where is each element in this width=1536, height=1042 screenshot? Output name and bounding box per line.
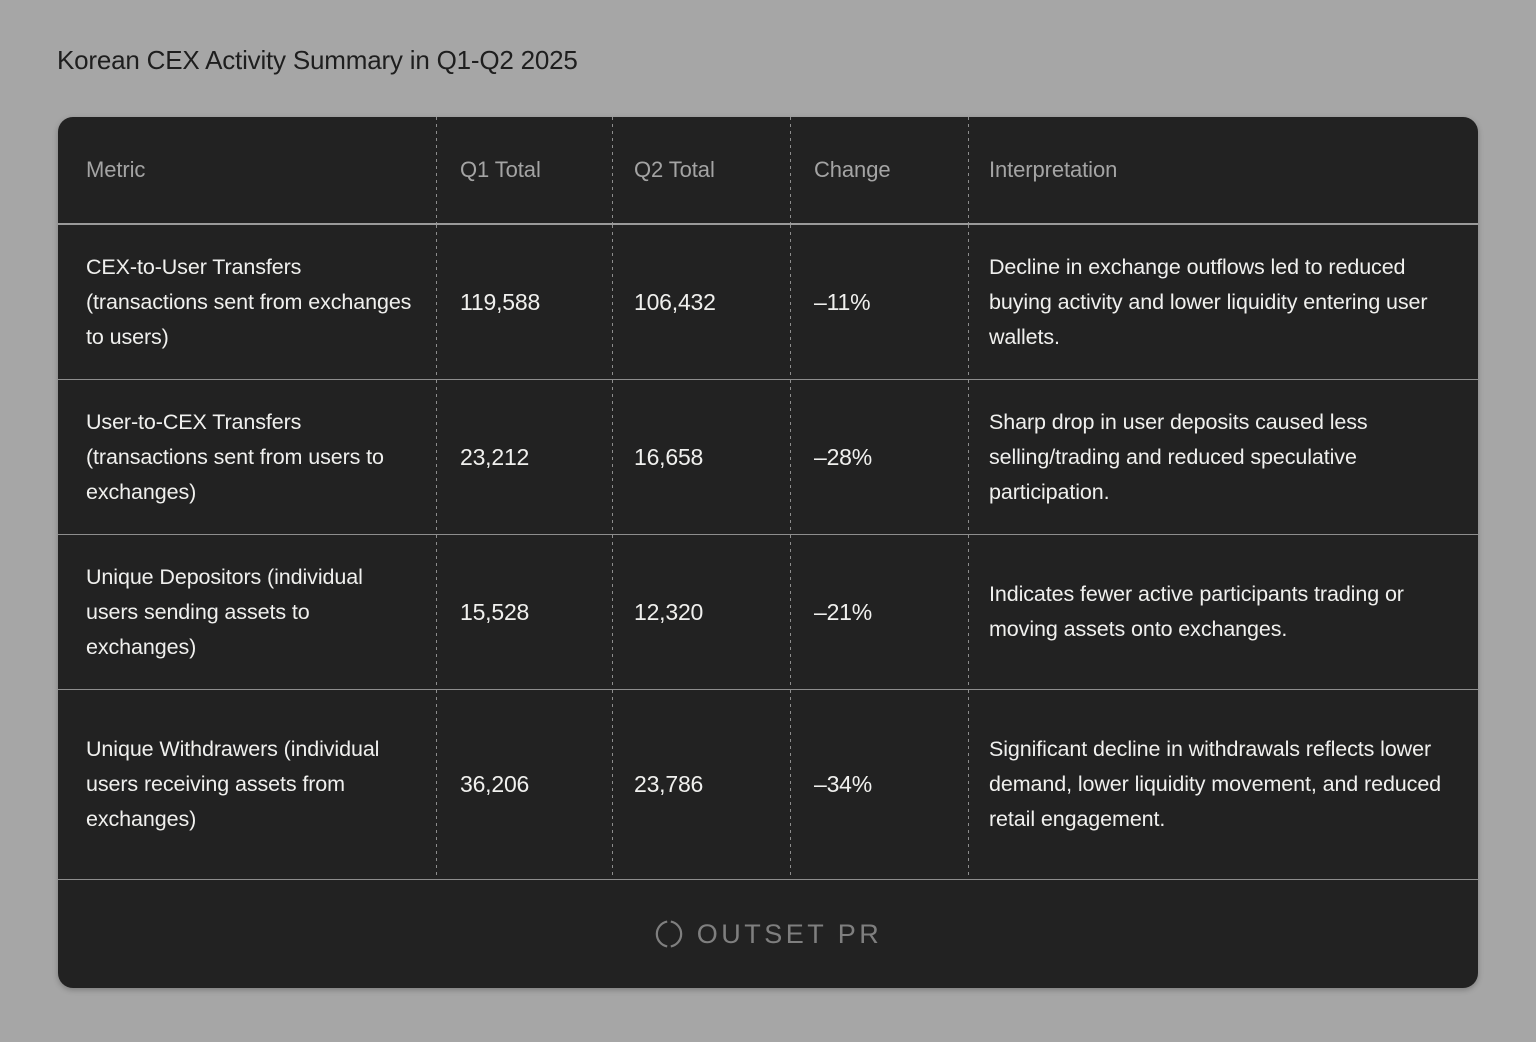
column-header-q1-label: Q1 Total [460, 157, 541, 182]
cell-q1 [436, 690, 612, 879]
table-header-row [58, 117, 1478, 225]
cell-metric-text: Unique Withdrawers (individual users receiving assets from exchanges) [86, 737, 380, 831]
brand-logo [654, 919, 883, 950]
cell-interpretation [968, 535, 1478, 689]
column-header-interpretation [968, 117, 1478, 223]
cell-change [790, 380, 968, 534]
table-row [58, 535, 1478, 690]
cell-metric-text: CEX-to-User Transfers (transactions sent from exchanges to users) [86, 254, 412, 349]
cell-q2-value: 16,658 [634, 443, 704, 470]
cell-q1-value: 36,206 [460, 771, 530, 797]
cell-change [790, 225, 968, 379]
column-header-q2-label: Q2 Total [634, 157, 715, 182]
column-header-q1 [436, 117, 612, 223]
table-row [58, 380, 1478, 535]
cell-q2-value: 12,320 [634, 598, 704, 625]
cell-q1-value: 15,528 [460, 598, 530, 625]
cell-q1 [436, 380, 612, 534]
cell-q1 [436, 535, 612, 689]
column-header-metric [58, 117, 436, 223]
cell-interpretation-text: Sharp drop in user deposits caused less selling/trading and reduced speculative participation. [989, 409, 1368, 504]
cell-change [790, 690, 968, 879]
cell-interpretation [968, 380, 1478, 534]
cell-metric [58, 690, 436, 879]
column-header-change-label: Change [814, 157, 891, 182]
outset-split-circle-icon [654, 919, 684, 949]
cell-change-value: –28% [814, 443, 873, 470]
cell-change-value: –21% [814, 598, 873, 625]
cell-q2-value: 106,432 [634, 288, 716, 315]
page-title: Korean CEX Activity Summary in Q1-Q2 2025 [57, 45, 578, 75]
cell-interpretation-text: Indicates fewer active participants trading or moving assets onto exchanges. [989, 582, 1404, 641]
column-header-q2 [612, 117, 790, 223]
cell-metric [58, 380, 436, 534]
column-header-interpretation-label: Interpretation [989, 157, 1118, 182]
column-header-metric-label: Metric [86, 157, 146, 182]
cell-q2 [612, 535, 790, 689]
cell-q2 [612, 225, 790, 379]
cell-interpretation-text: Significant decline in withdrawals reflects lower demand, lower liquidity movement, and reduced retail engagement. [989, 737, 1442, 831]
summary-table-card [58, 117, 1478, 988]
cell-q2-value: 23,786 [634, 771, 704, 797]
cell-interpretation-text: Decline in exchange outflows led to reduced buying activity and lower liquidity entering user wallets. [989, 254, 1428, 349]
cell-metric-text: User-to-CEX Transfers (transactions sent from users to exchanges) [86, 409, 384, 504]
cell-metric [58, 535, 436, 689]
cell-change-value: –34% [814, 771, 873, 797]
cell-change-value: –11% [814, 288, 871, 315]
cell-change [790, 535, 968, 689]
cell-q1-value: 23,212 [460, 443, 530, 470]
summary-table [58, 117, 1478, 880]
column-header-change [790, 117, 968, 223]
card-footer [58, 880, 1478, 988]
table-row [58, 225, 1478, 380]
cell-interpretation [968, 225, 1478, 379]
cell-interpretation [968, 690, 1478, 879]
cell-metric-text: Unique Depositors (individual users sending assets to exchanges) [86, 564, 363, 659]
cell-q1-value: 119,588 [460, 288, 541, 315]
cell-q2 [612, 690, 790, 879]
table-row [58, 690, 1478, 880]
brand-name: OUTSET PR [696, 918, 883, 949]
cell-q1 [436, 225, 612, 379]
cell-q2 [612, 380, 790, 534]
cell-metric [58, 225, 436, 379]
